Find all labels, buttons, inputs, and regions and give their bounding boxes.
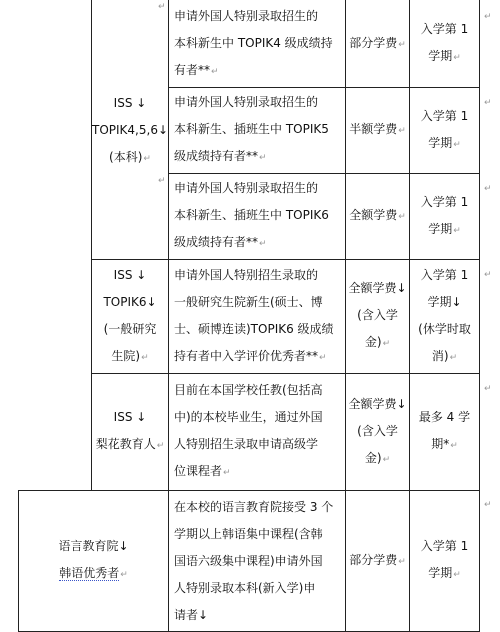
cell-text: 最多 4 学 bbox=[418, 410, 471, 424]
cell-text: 入学第 1 bbox=[420, 194, 469, 209]
table-cell-fee: 全额学费↓ (含入学 金)↵ bbox=[346, 260, 409, 373]
cell-text: 入学第 1 bbox=[420, 22, 469, 36]
cell-text: 本科新生中 TOPIK4 级成绩持 bbox=[174, 35, 333, 50]
table-cell-conditions bbox=[169, 491, 344, 631]
cell-text: 申请外国人特别招生录取的 bbox=[174, 267, 319, 282]
table-cell-fee: 全额学费↵ bbox=[349, 208, 406, 222]
row-end-mark: ↵ bbox=[484, 500, 492, 510]
cell-text: 人特别招生录取申请高级学 bbox=[174, 437, 319, 451]
cell-text: 入学第 1 bbox=[420, 108, 469, 123]
cell-text: (本科) bbox=[109, 149, 143, 164]
row-end-mark: ↵ bbox=[484, 184, 492, 194]
cell-text: 学期 bbox=[428, 566, 453, 580]
table-cell-conditions: 目前在本国学校任教(包括高 中)的本校毕业生，通过外国 人特别招生录取申请高级学 位课程者↵ bbox=[169, 374, 344, 490]
cell-text: 目前在本国学校任教(包括高 bbox=[174, 383, 323, 397]
table-cell-period: 入学第 1 学期↵ bbox=[410, 88, 479, 173]
cell-text: 消) bbox=[431, 348, 449, 363]
cell-text: (一般研究 bbox=[103, 321, 157, 336]
table-cell-period: 入学第 1 学期↵ bbox=[410, 491, 479, 631]
cell-text: TOPIK6↓ bbox=[103, 294, 157, 309]
cell-text: 有者** bbox=[174, 62, 211, 77]
cell-text: 全额学费 bbox=[349, 208, 398, 222]
cell-text: (含入学 bbox=[357, 308, 398, 322]
cell-text: 位课程者 bbox=[174, 464, 223, 478]
cell-text: 在本校的语言教育院接受 3 个 bbox=[174, 499, 334, 514]
cell-text: 申请外国人特别录取招生的 bbox=[174, 95, 319, 109]
table-cell-fee: 部分学费↵ bbox=[349, 552, 406, 567]
cell-text: 学期↓ bbox=[427, 294, 462, 309]
table-cell-fee: 全额学费↓ (含入学 金)↵ bbox=[346, 374, 409, 490]
cell-text: TOPIK4,5,6↓ bbox=[92, 122, 169, 137]
cell-end-mark: ↵ bbox=[158, 176, 166, 186]
cell-text: 金) bbox=[364, 450, 382, 465]
table-cell-fee: 半额学费↵ bbox=[349, 122, 406, 136]
row-end-mark: ↵ bbox=[484, 384, 492, 394]
cell-text: 级成绩持有者** bbox=[174, 235, 259, 249]
cell-text: 申请外国人特别录取招生的 bbox=[174, 181, 319, 195]
cell-text: 学期以上韩语集中课程(含韩 bbox=[174, 526, 323, 541]
row-end-mark: ↵ bbox=[484, 270, 492, 280]
cell-text: 期* bbox=[431, 437, 450, 451]
cell-text: 生院) bbox=[111, 348, 141, 363]
cell-text: 部分学费 bbox=[349, 35, 398, 50]
cell-text: 本科新生、插班生中 TOPIK5 bbox=[174, 122, 329, 136]
cell-text: ISS ↓ bbox=[113, 267, 147, 282]
table-cell-conditions: 申请外国人特别录取招生的 本科新生中 TOPIK4 级成绩持 有者**↵ bbox=[169, 1, 344, 87]
cell-text: ISS ↓ bbox=[113, 410, 147, 424]
cell-text: 级成绩持有者** bbox=[174, 149, 259, 163]
cell-text: 语言教育院↓ bbox=[58, 539, 129, 553]
cell-text: 申请外国人特别录取招生的 bbox=[174, 8, 319, 23]
cell-text: 学期 bbox=[428, 221, 453, 236]
cell-text: 中)的本校毕业生，通过外国 bbox=[174, 410, 323, 424]
table-cell-period: 入学第 1 学期↵ bbox=[410, 1, 479, 87]
table-cell-fee: 部分学费↵ bbox=[349, 35, 406, 50]
table-cell-group: ISS ↓ 梨花教育人↵ bbox=[92, 374, 168, 490]
cell-text: 半额学费 bbox=[349, 122, 398, 136]
cell-text: 学期 bbox=[428, 49, 453, 63]
cell-text: (含入学 bbox=[357, 423, 398, 438]
table-cell-group: 语言教育院↓ 韩语优秀者↵ bbox=[19, 491, 168, 631]
cell-text: 学期 bbox=[428, 135, 453, 150]
table-cell-period: 最多 4 学 期*↵ bbox=[410, 374, 479, 490]
table-cell-conditions: 申请外国人特别录取招生的 本科新生、插班生中 TOPIK6 级成绩持有者**↵ bbox=[169, 174, 344, 259]
cell-text: 本科新生、插班生中 TOPIK6 bbox=[174, 208, 329, 222]
cell-text: 全额学费↓ bbox=[348, 396, 407, 411]
cell-text: 一般研究生院新生(硕士、博 bbox=[174, 294, 323, 309]
cell-text: 入学第 1 bbox=[420, 267, 469, 282]
table-cell-conditions: 申请外国人特别录取招生的 本科新生、插班生中 TOPIK5 级成绩持有者**↵ bbox=[169, 88, 344, 173]
cell-text: 人特别录取本科(新入学)申 bbox=[174, 580, 316, 595]
cell-text: 梨花教育人 bbox=[95, 437, 156, 451]
row-end-mark: ↵ bbox=[484, 98, 492, 108]
cell-text: 持有者中入学评价优秀者** bbox=[174, 348, 319, 363]
cell-text: 士、硕博连读)TOPIK6 级成绩 bbox=[174, 321, 334, 336]
table-cell-conditions: 申请外国人特别招生录取的 一般研究生院新生(硕士、博 士、硕博连读)TOPIK6 级成绩 持有者中入学评价优秀者**↵ bbox=[169, 260, 344, 373]
table-border-right bbox=[479, 0, 480, 632]
cell-text: 金) bbox=[364, 335, 382, 349]
cell-text: 入学第 1 bbox=[420, 539, 469, 553]
cell-text: (休学时取 bbox=[418, 321, 471, 336]
cell-text: 韩语优秀者 bbox=[59, 566, 120, 580]
table-cell-group: ISS ↓ TOPIK4,5,6↓ (本科)↵ bbox=[92, 88, 168, 174]
cell-text: 部分学费 bbox=[349, 552, 398, 567]
row-end-mark: ↵ bbox=[484, 12, 492, 22]
cell-text: 国语六级集中课程)申请外国 bbox=[174, 553, 323, 568]
cell-text: 全额学费↓ bbox=[348, 281, 407, 295]
table-cell-period: 入学第 1 学期↵ bbox=[410, 174, 479, 259]
cell-text: 请者↓ bbox=[174, 607, 209, 622]
table-cell-period: 入学第 1 学期↓ (休学时取 消)↵ bbox=[410, 260, 479, 373]
cell-end-mark: ↵ bbox=[158, 2, 166, 12]
table-cell-group: ISS ↓ TOPIK6↓ (一般研究 生院)↵ bbox=[92, 260, 168, 373]
cell-text: ISS ↓ bbox=[113, 95, 147, 110]
